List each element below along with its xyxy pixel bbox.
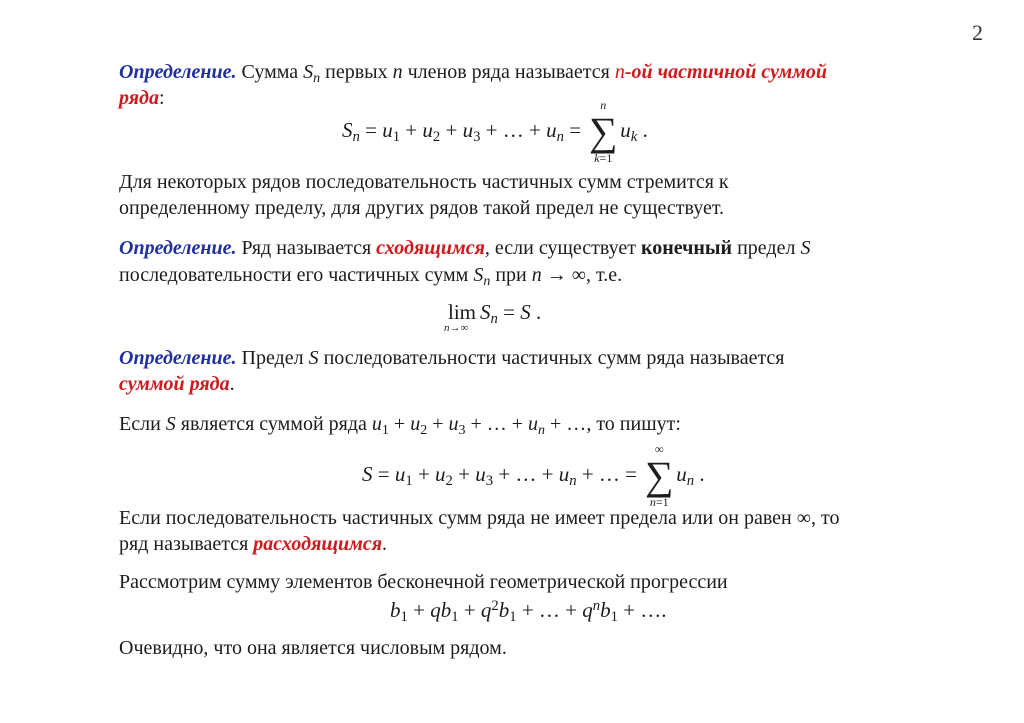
paragraph-3-line-2: ряд называется расходящимся. bbox=[119, 533, 388, 555]
page-number: 2 bbox=[972, 20, 983, 45]
sigma-symbol: ∞ ∑ n=1 bbox=[645, 442, 674, 509]
series-sum-formula: $S = u_1 + u_2 + u_3$ + … + $u_n$ + … = ∞ ∑ n=1 $u_n$ . bbox=[362, 442, 705, 509]
paragraph-4: Рассмотрим сумму элементов бесконечной геометрической прогрессии bbox=[119, 571, 728, 593]
definition-1-line-2: ряда: bbox=[119, 87, 165, 109]
paragraph-5: Очевидно, что она является числовым рядом. bbox=[119, 637, 507, 659]
definition-2-line-1: Определение. Ряд называется сходящимся, если существует конечный предел S bbox=[119, 237, 811, 259]
geometric-series-formula: $b_1 + qb_1 + q^2b_1$ + … + $q^nb_1$ + …. bbox=[390, 598, 667, 625]
definition-label: Определение. bbox=[119, 61, 237, 83]
definition-3-line-2: суммой ряда. bbox=[119, 373, 235, 395]
paragraph-1-line-1: Для некоторых рядов последовательность частичных сумм стремится к bbox=[119, 171, 729, 193]
limit-formula: lim n→∞ $S_n = S$ . bbox=[444, 300, 542, 334]
definition-2-line-2: последовательности его частичных сумм $S_n$ при n → ∞, т.е. bbox=[119, 264, 623, 289]
paragraph-3-line-1: Если последовательность частичных сумм ряда не имеет предела или он равен ∞, то bbox=[119, 507, 840, 529]
sigma-symbol: n ∑ k=1 bbox=[589, 98, 618, 165]
definition-3-line-1: Определение. Предел S последовательности частичных сумм ряда называется bbox=[119, 347, 785, 369]
definition-1-line-1: Определение. Сумма $S_n$ первых n членов ряда называется n-ой частичной суммой bbox=[119, 61, 828, 86]
partial-sum-formula: $S_n = u_1 + u_2 + u_3$ + … + $u_n$ = n ∑ k=1 $u_k$ . bbox=[342, 98, 648, 165]
paragraph-1-line-2: определенному пределу, для других рядов такой предел не существует. bbox=[119, 197, 725, 219]
paragraph-2: Если S является суммой ряда $u_1 + u_2 + u_3$ + … + $u_n$ + …, то пишут: bbox=[119, 413, 681, 438]
